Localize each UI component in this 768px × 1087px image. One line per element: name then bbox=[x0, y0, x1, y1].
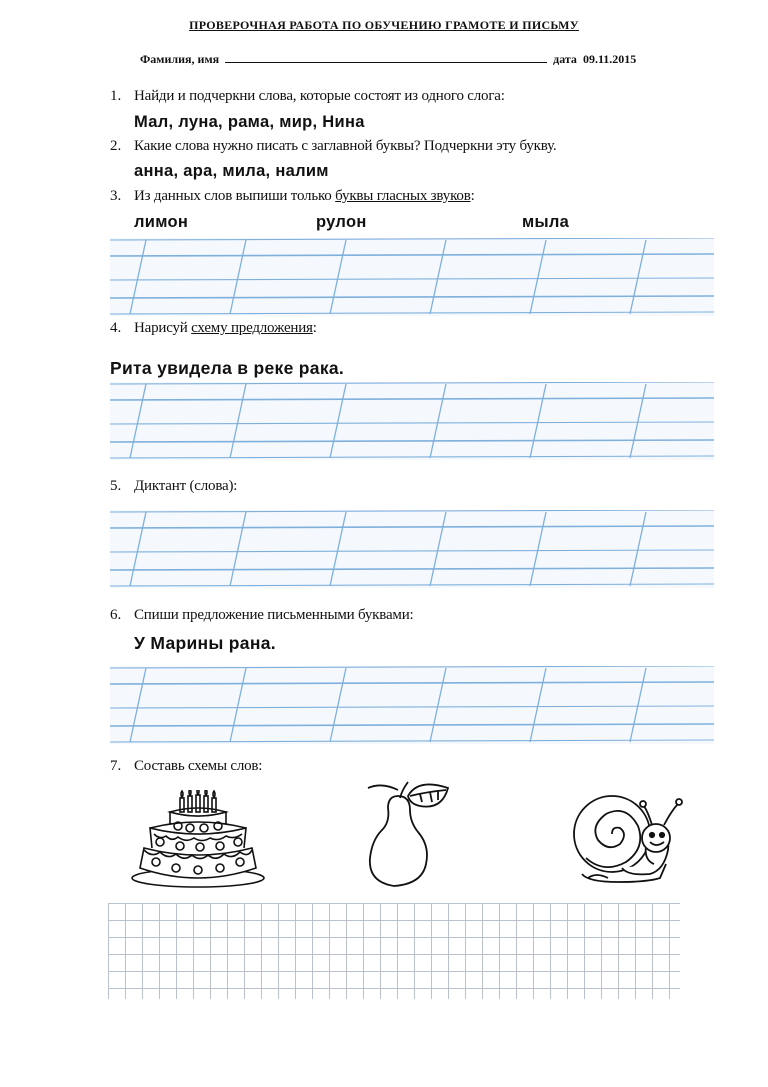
task-3-word-3: мыла bbox=[522, 213, 570, 231]
task-2-number: 2. bbox=[110, 138, 122, 154]
task-1-number: 1. bbox=[110, 88, 122, 104]
task-7-grid-area[interactable] bbox=[108, 903, 680, 999]
task-3-text-after: : bbox=[470, 188, 475, 204]
writing-lines-svg bbox=[110, 666, 714, 744]
task-4-text-after: : bbox=[312, 320, 317, 336]
task-4-text bbox=[134, 320, 317, 337]
name-label: Фамилия, имя bbox=[140, 52, 220, 66]
grid-svg bbox=[108, 903, 680, 999]
task-3-word-2: рулон bbox=[316, 213, 367, 231]
task-6-writing-lines[interactable] bbox=[110, 666, 714, 744]
task-4-writing-lines[interactable] bbox=[110, 382, 714, 460]
task-5-text: Диктант (слова): bbox=[134, 478, 238, 494]
task-3-text bbox=[134, 188, 475, 205]
name-date-field bbox=[140, 52, 636, 67]
task-3-text-before: Из данных слов выпиши только bbox=[134, 188, 336, 204]
task-4-number: 4. bbox=[110, 320, 122, 336]
task-2-words: анна, ара, мила, налим bbox=[134, 162, 329, 180]
writing-lines-svg bbox=[110, 238, 714, 316]
task-6-text: Спиши предложение письменными буквами: bbox=[134, 607, 414, 623]
task-4-text-before: Нарисуй bbox=[134, 320, 192, 336]
task-6-sentence: У Марины рана. bbox=[134, 633, 276, 653]
cake-icon bbox=[130, 790, 268, 890]
task-3-number: 3. bbox=[110, 188, 122, 204]
pear-icon bbox=[360, 778, 456, 890]
date-label: дата bbox=[553, 52, 577, 66]
date-value: 09.11.2015 bbox=[582, 52, 637, 66]
task-4-text-underlined: схему предложения bbox=[191, 320, 313, 336]
task-3-text-underlined: буквы гласных звуков bbox=[335, 188, 471, 204]
task-1-text: Найди и подчеркни слова, которые состоят из одного слога: bbox=[134, 88, 505, 104]
task-1-words: Мал, луна, рама, мир, Нина bbox=[134, 113, 365, 131]
page-title: ПРОВЕРОЧНАЯ РАБОТА ПО ОБУЧЕНИЮ ГРАМОТЕ И ПИСЬМУ bbox=[189, 18, 579, 32]
task-7-text: Составь схемы слов: bbox=[134, 758, 263, 774]
task-3-writing-lines[interactable] bbox=[110, 238, 714, 316]
task-7-number: 7. bbox=[110, 758, 122, 774]
task-4-sentence: Рита увидела в реке рака. bbox=[110, 358, 345, 378]
writing-lines-svg bbox=[110, 510, 714, 588]
task-3-word-1: лимон bbox=[134, 213, 189, 231]
name-input-line[interactable] bbox=[225, 52, 547, 63]
writing-lines-svg bbox=[110, 382, 714, 460]
task-2-text: Какие слова нужно писать с заглавной буквы? Подчеркни эту букву. bbox=[134, 138, 557, 154]
task-5-number: 5. bbox=[110, 478, 122, 494]
task-5-writing-lines[interactable] bbox=[110, 510, 714, 588]
task-6-number: 6. bbox=[110, 607, 122, 623]
snail-icon bbox=[568, 790, 688, 886]
